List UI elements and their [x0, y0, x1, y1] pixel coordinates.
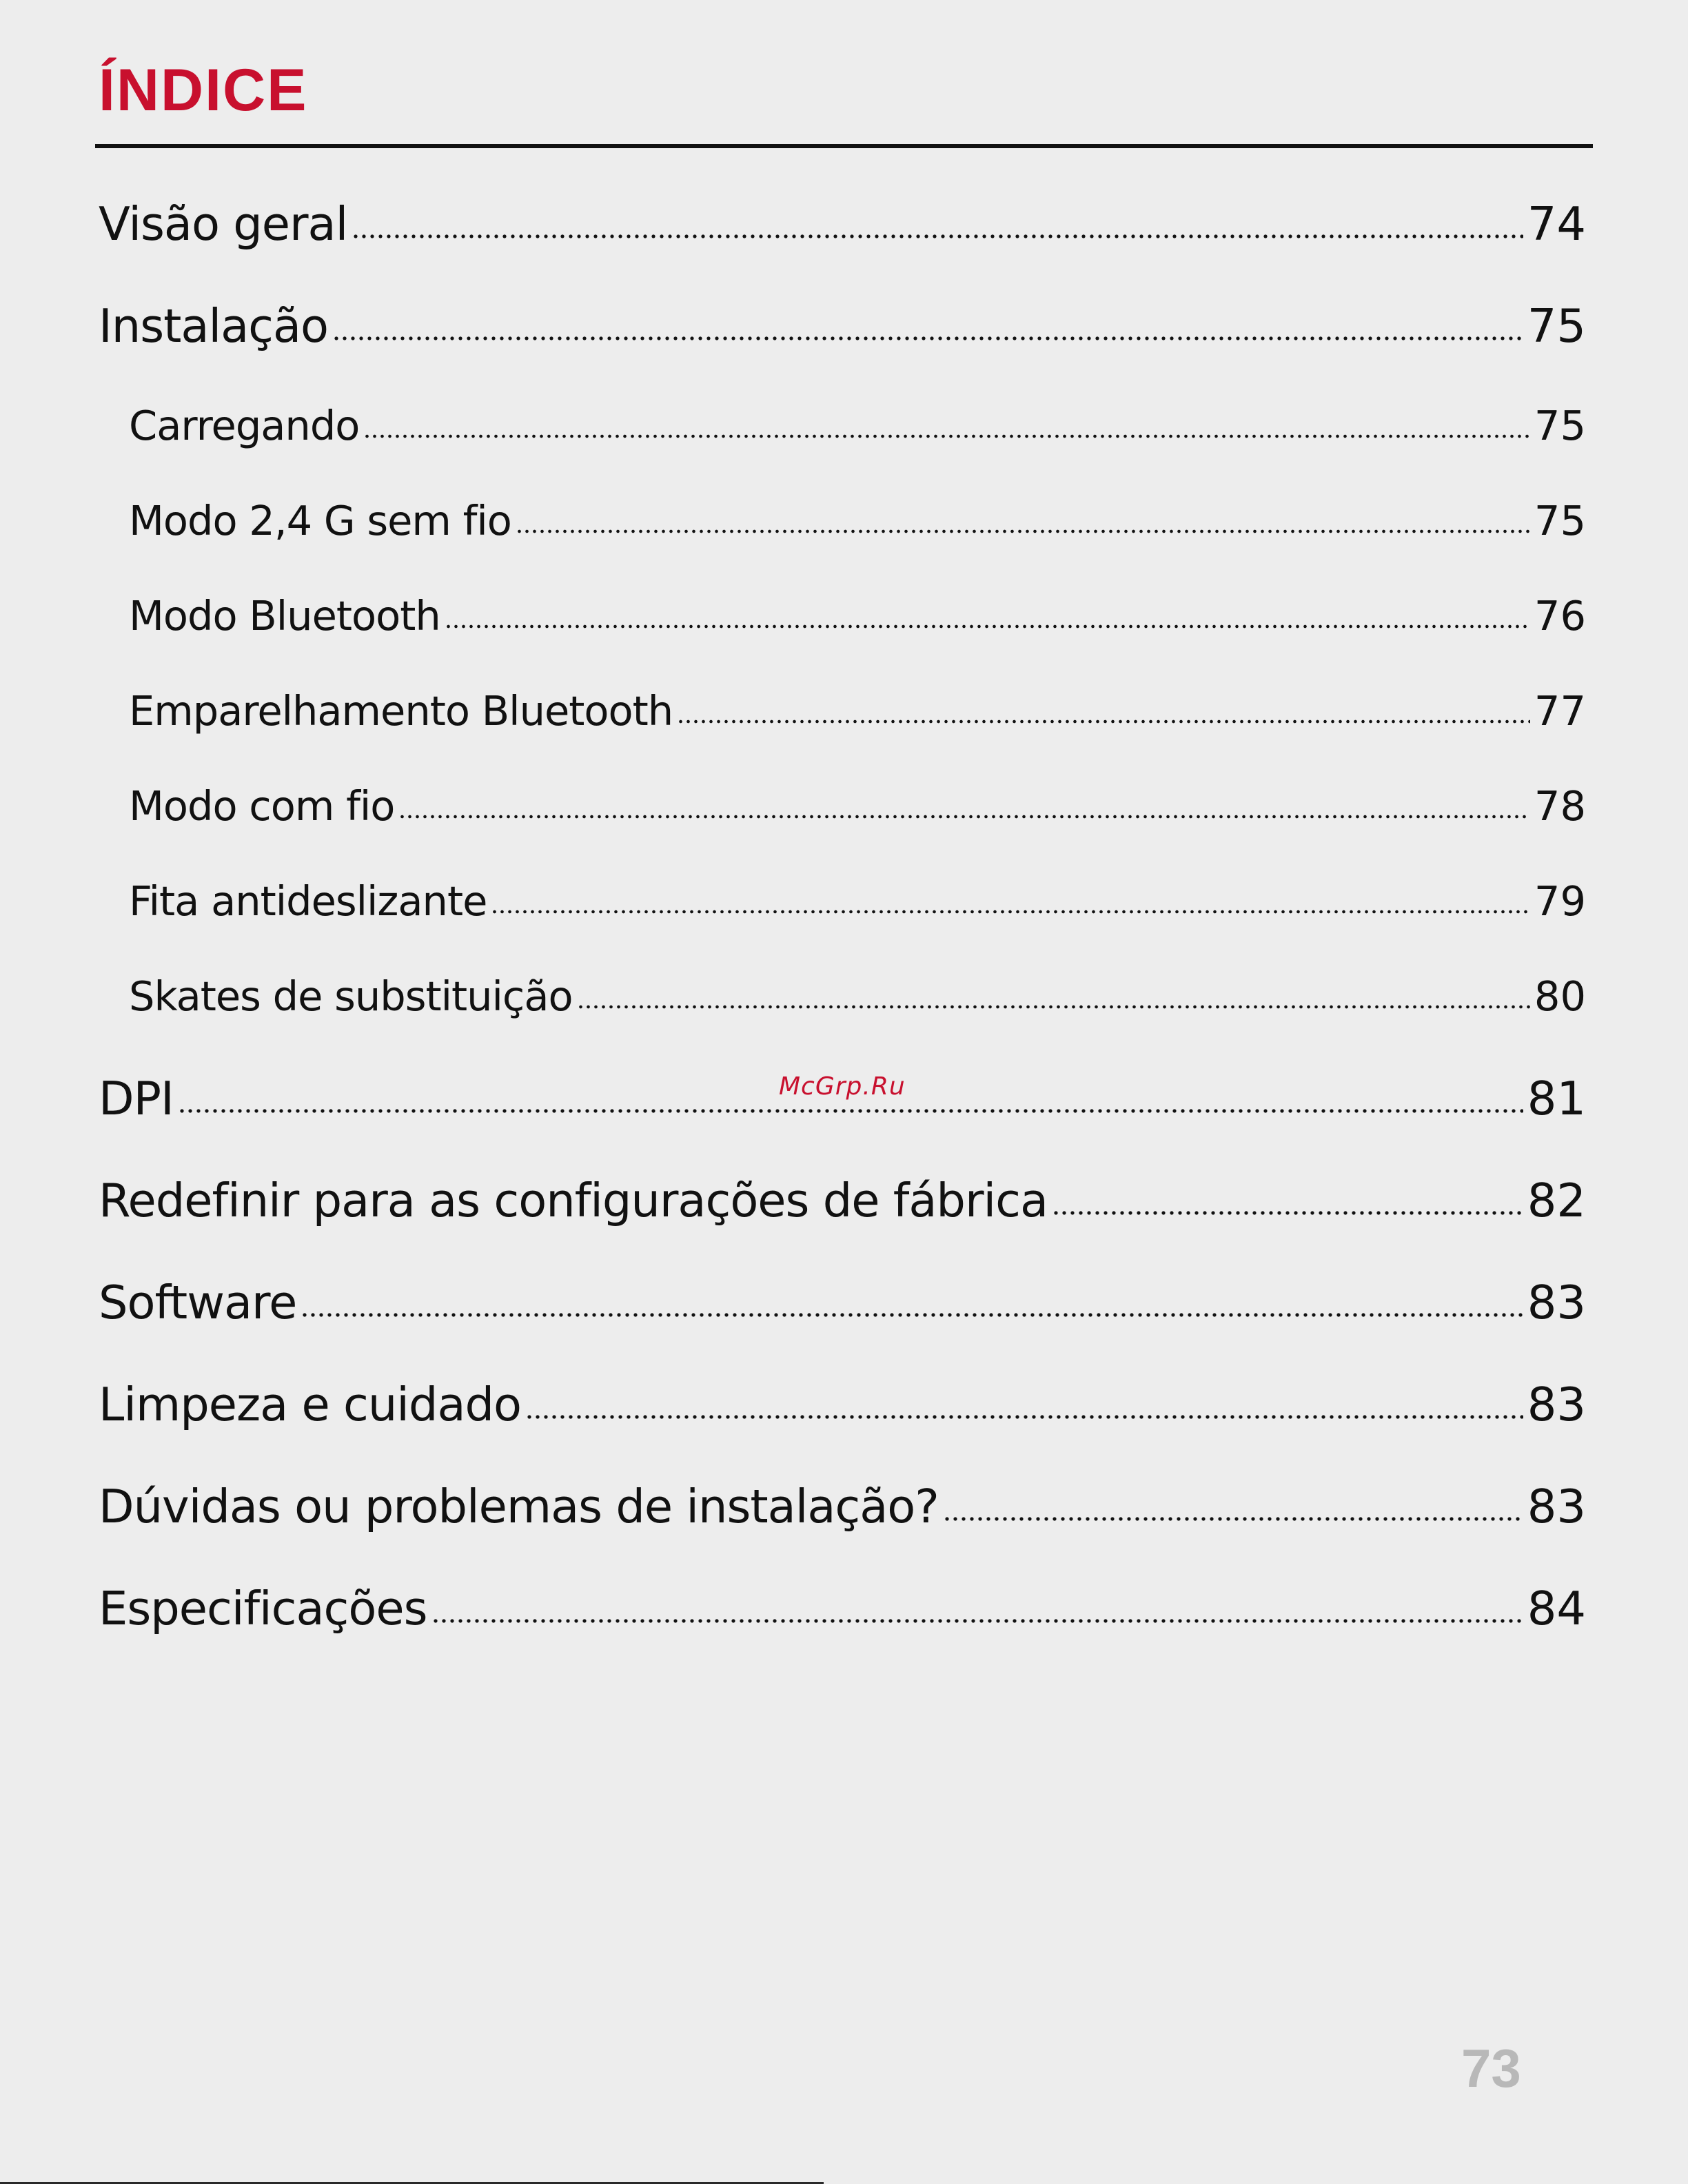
toc-entry-label: Especificações — [99, 1582, 427, 1635]
table-of-contents — [99, 0, 1586, 1654]
dot-leader — [943, 1515, 1523, 1522]
toc-entry-label: Visão geral — [99, 197, 348, 251]
toc-entry-page: 76 — [1534, 592, 1586, 640]
toc-entry-redefinir[interactable] — [99, 1170, 1586, 1232]
toc-entry-label: Carregando — [129, 402, 360, 449]
toc-entry-page: 82 — [1527, 1174, 1586, 1227]
toc-entry-label: Instalação — [99, 299, 329, 353]
toc-entry-duvidas[interactable] — [99, 1476, 1586, 1538]
dot-leader — [577, 1003, 1530, 1010]
toc-entry-page: 75 — [1534, 497, 1586, 544]
toc-entry-modo-com-fio[interactable] — [99, 779, 1586, 834]
dot-leader — [178, 1108, 1523, 1114]
dot-leader — [431, 1617, 1523, 1624]
toc-entry-page: 79 — [1534, 877, 1586, 925]
toc-entry-limpeza[interactable] — [99, 1374, 1586, 1436]
toc-entry-label: Skates de substituição — [129, 972, 573, 1020]
dot-leader — [301, 1312, 1523, 1318]
toc-entry-page: 81 — [1527, 1072, 1586, 1125]
toc-entry-instalacao[interactable] — [99, 295, 1586, 357]
toc-entry-skates[interactable] — [99, 969, 1586, 1024]
dot-leader — [445, 623, 1530, 630]
page-title: ÍNDICE — [99, 57, 308, 123]
dot-leader — [677, 718, 1530, 725]
toc-entry-especificacoes[interactable] — [99, 1578, 1586, 1640]
toc-entry-modo-bluetooth[interactable] — [99, 589, 1586, 644]
toc-entry-page: 74 — [1527, 197, 1586, 251]
toc-entry-label: Emparelhamento Bluetooth — [129, 687, 673, 735]
toc-entry-label: Modo com fio — [129, 782, 395, 830]
toc-entry-modo-24g[interactable] — [99, 493, 1586, 549]
toc-entry-label: Redefinir para as configurações de fábrica — [99, 1174, 1048, 1227]
dot-leader — [332, 335, 1523, 342]
dot-leader — [398, 813, 1530, 820]
toc-entry-label: DPI — [99, 1072, 174, 1125]
watermark: McGrp.Ru — [779, 1072, 906, 1101]
toc-entry-visao-geral[interactable] — [99, 193, 1586, 255]
dot-leader — [352, 233, 1523, 240]
dot-leader — [1052, 1210, 1523, 1216]
toc-entry-emparelhamento[interactable] — [99, 684, 1586, 739]
toc-entry-fita[interactable] — [99, 874, 1586, 929]
dot-leader — [363, 433, 1530, 440]
dot-leader — [516, 528, 1530, 535]
toc-entry-label: Modo 2,4 G sem fio — [129, 497, 511, 544]
toc-entry-page: 75 — [1534, 402, 1586, 449]
toc-entry-carregando[interactable] — [99, 398, 1586, 453]
toc-entry-page: 83 — [1527, 1378, 1586, 1431]
toc-entry-page: 80 — [1534, 972, 1586, 1020]
dot-leader — [491, 908, 1530, 915]
toc-entry-software[interactable] — [99, 1272, 1586, 1334]
toc-entry-label: Software — [99, 1276, 297, 1329]
toc-entry-page: 78 — [1534, 782, 1586, 830]
toc-entry-label: Modo Bluetooth — [129, 592, 440, 640]
toc-entry-page: 83 — [1527, 1276, 1586, 1329]
toc-entry-label: Fita antideslizante — [129, 877, 487, 925]
toc-entry-label: Dúvidas ou problemas de instalação? — [99, 1480, 939, 1533]
toc-entry-page: 75 — [1527, 299, 1586, 353]
toc-entry-page: 83 — [1527, 1480, 1586, 1533]
page-number: 73 — [1461, 2038, 1521, 2099]
dot-leader — [525, 1414, 1523, 1420]
toc-entry-page: 77 — [1534, 687, 1586, 735]
toc-entry-label: Limpeza e cuidado — [99, 1378, 522, 1431]
toc-entry-page: 84 — [1527, 1582, 1586, 1635]
